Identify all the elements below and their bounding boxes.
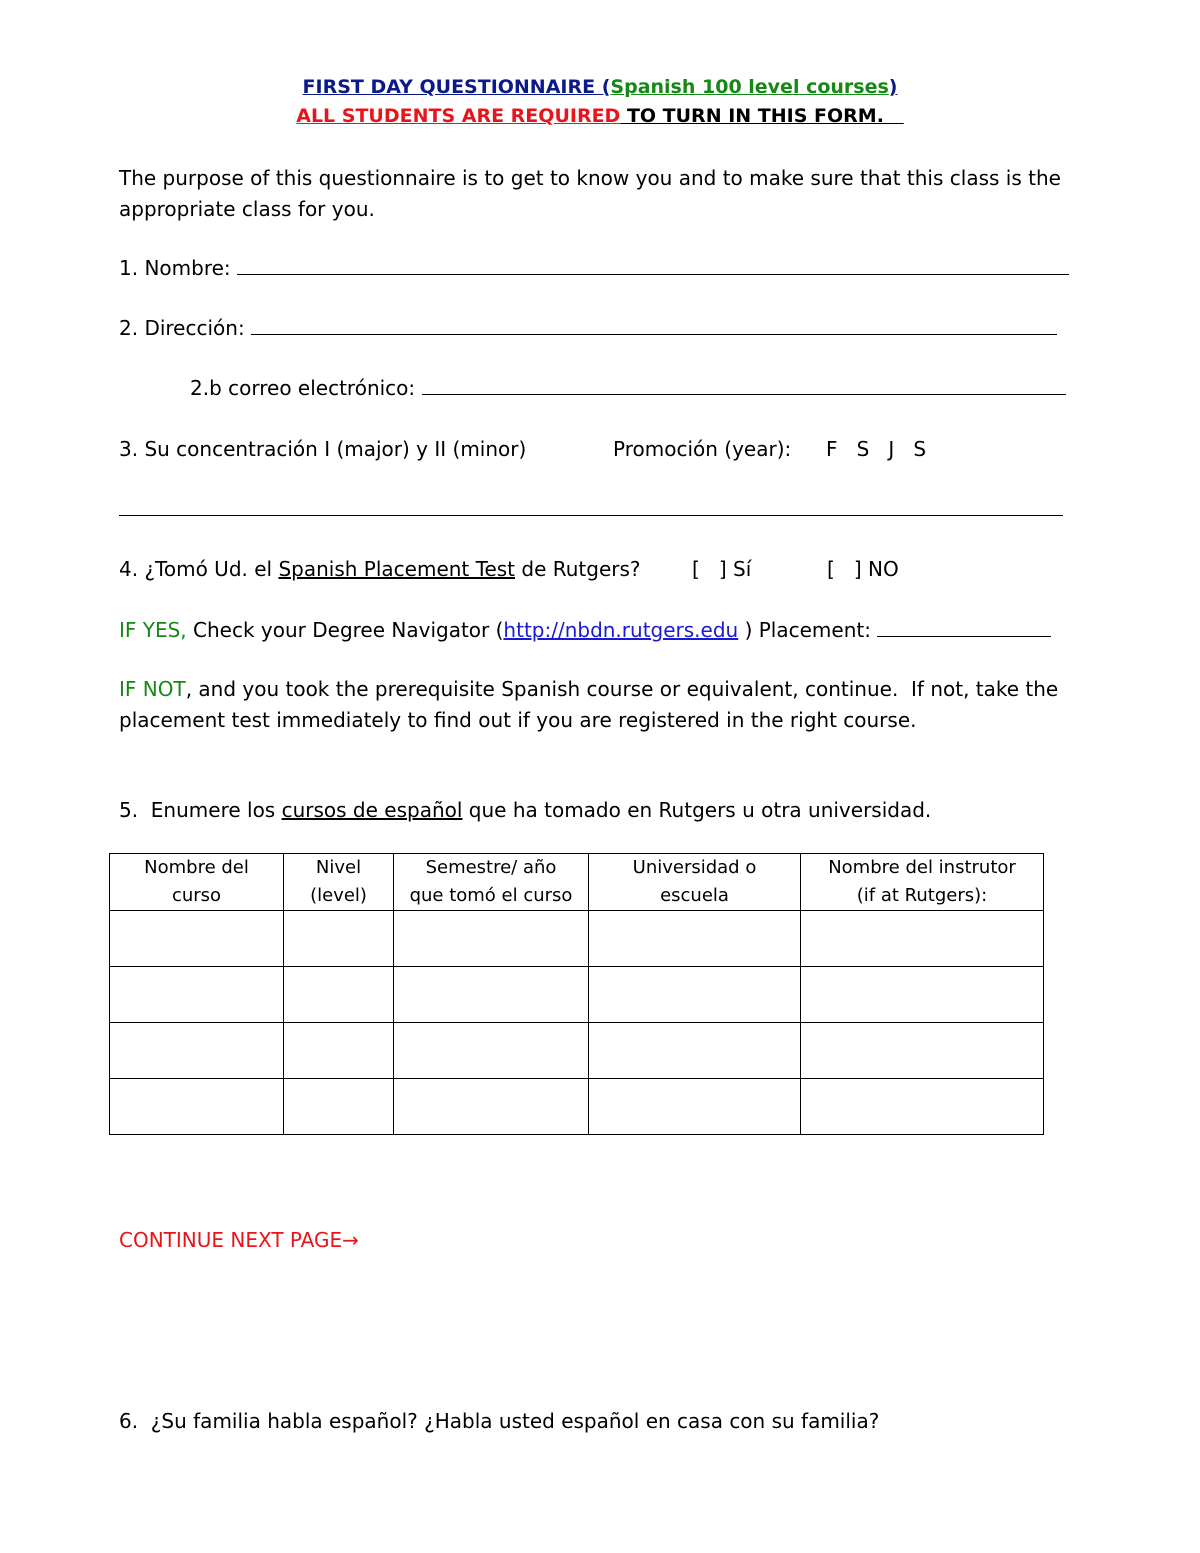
form-title (0, 76, 1200, 98)
table-row (110, 911, 1044, 967)
if-yes-label: IF YES, (119, 618, 187, 642)
question-6: 6. ¿Su familia habla español? ¿Habla usted español en casa con su familia? (119, 1409, 880, 1433)
form-title-close: ) (888, 76, 898, 98)
placement-yes-checkbox[interactable]: [ ] Sí (692, 557, 752, 581)
if-yes-line (119, 618, 1051, 642)
intro-line-1: The purpose of this questionnaire is to get to know you and to make sure that this class is the (119, 166, 1061, 190)
table-cell[interactable] (110, 1023, 284, 1079)
table-cell[interactable] (801, 1079, 1044, 1135)
table-cell[interactable] (801, 911, 1044, 967)
table-cell[interactable] (284, 967, 394, 1023)
if-not-label: IF NOT (119, 677, 186, 701)
if-not-line-2: placement test immediately to find out if you are registered in the right course. (119, 708, 917, 732)
table-header-row (110, 854, 1044, 911)
question-5 (119, 798, 931, 822)
question-5-suffix: que ha tomado en Rutgers u otra universidad. (462, 798, 932, 822)
column-header-instructor: Nombre del instrutor (if at Rutgers): (801, 854, 1044, 911)
column-header-level: Nivel (level) (284, 854, 394, 911)
question-1-label: 1. Nombre: (119, 256, 231, 280)
degree-navigator-link[interactable]: http://nbdn.rutgers.edu (503, 618, 739, 642)
form-title-main: FIRST DAY QUESTIONNAIRE ( (302, 76, 611, 98)
question-4-prefix: 4. ¿Tomó Ud. el (119, 557, 279, 581)
table-cell[interactable] (801, 1023, 1044, 1079)
column-header-course-name: Nombre del curso (110, 854, 284, 911)
question-2b-label: 2.b correo electrónico: (190, 376, 416, 400)
question-4-suffix: de Rutgers? (515, 557, 641, 581)
required-notice-black: TO TURN IN THIS FORM. (620, 105, 904, 127)
question-5-prefix: 5. Enumere los (119, 798, 282, 822)
table-cell[interactable] (394, 1023, 589, 1079)
continue-text: CONTINUE NEXT PAGE (119, 1228, 343, 1252)
column-header-semester: Semestre/ año que tomó el curso (394, 854, 589, 911)
arrow-right-icon: → (342, 1228, 359, 1252)
if-yes-text: Check your Degree Navigator ( (186, 618, 504, 642)
column-header-university: Universidad o escuela (589, 854, 801, 911)
placement-field[interactable] (877, 618, 1051, 637)
table-cell[interactable] (589, 1079, 801, 1135)
table-cell[interactable] (589, 911, 801, 967)
table-cell[interactable] (589, 967, 801, 1023)
table-row (110, 967, 1044, 1023)
table-cell[interactable] (284, 911, 394, 967)
question-3-label: 3. Su concentración I (major) y II (minor) (119, 437, 527, 461)
question-1 (119, 256, 1069, 280)
continue-next-page (119, 1228, 359, 1252)
table-cell[interactable] (284, 1023, 394, 1079)
email-field[interactable] (422, 376, 1066, 395)
if-not-text: , and you took the prerequisite Spanish course or equivalent, continue. If not, take the (185, 677, 1059, 701)
table-row (110, 1079, 1044, 1135)
table-cell[interactable] (394, 1079, 589, 1135)
question-4 (119, 557, 641, 581)
table-cell[interactable] (110, 911, 284, 967)
name-field[interactable] (237, 256, 1069, 275)
table-cell[interactable] (394, 911, 589, 967)
table-cell[interactable] (394, 967, 589, 1023)
placement-no-checkbox[interactable]: [ ] NO (827, 557, 899, 581)
table-cell[interactable] (589, 1023, 801, 1079)
placement-test-name: Spanish Placement Test (278, 557, 516, 581)
class-year-options[interactable]: F S J S (826, 437, 927, 461)
intro-line-2: appropriate class for you. (119, 197, 375, 221)
class-year-label: Promoción (year): (613, 437, 792, 461)
major-minor-field[interactable] (119, 497, 1063, 521)
question-2 (119, 316, 1057, 340)
if-yes-placement-label: ) Placement: (738, 618, 871, 642)
address-field[interactable] (251, 316, 1057, 335)
question-5-underlined: cursos de español (281, 798, 463, 822)
table-cell[interactable] (801, 967, 1044, 1023)
form-title-course-level: Spanish 100 level courses (610, 76, 889, 98)
required-notice (0, 105, 1200, 127)
courses-table (109, 853, 1044, 1135)
question-2b (190, 376, 1066, 400)
if-not-line-1 (119, 677, 1058, 701)
table-cell[interactable] (110, 1079, 284, 1135)
required-notice-red: ALL STUDENTS ARE REQUIRED (296, 105, 621, 127)
table-cell[interactable] (284, 1079, 394, 1135)
table-row (110, 1023, 1044, 1079)
question-2-label: 2. Dirección: (119, 316, 245, 340)
table-cell[interactable] (110, 967, 284, 1023)
